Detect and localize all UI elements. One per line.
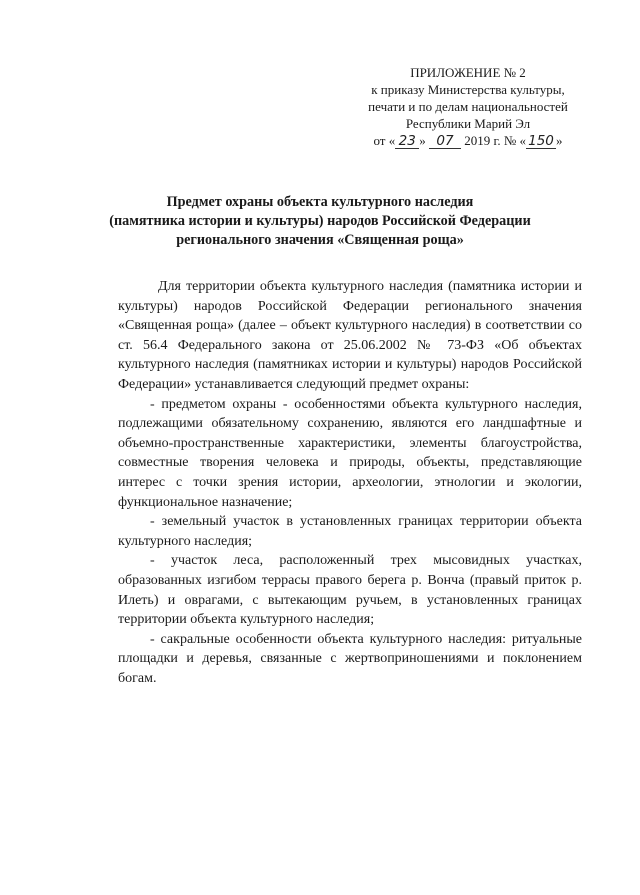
handwritten-day: 23 [395, 134, 419, 149]
protection-item-1: - предметом охраны - особенностями объекта культурного наследия, подлежащими обязательному сохранению, являются его ландшафтные и объемно-пространственные характеристики, элементы благоустройства, совместные творения человека и природы, объекты, представляющие интерес с точки зрения истории, археологии, этнологии и экологии, функциональное назначение; [118, 396, 582, 510]
intro-paragraph: Для территории объекта культурного наследия (памятника истории и культуры) народов Российской Федерации регионального значения «Священная роща» (далее – объект культурного наследия) в соответствии со ст. 56.4 Федерального закона от 25.06.2002 № 73-ФЗ «Об объектах культурного наследия (памятниках истории и культуры) народов Российской Федерации» устанавливается следующий предмет охраны: [118, 279, 582, 392]
appendix-republic-line: Республики Марий Эл [405, 116, 531, 131]
document-title [90, 193, 550, 250]
protection-item-4: - сакральные особенности объекта культурного наследия: ритуальные площадки и деревья, связанные с жертвоприношениями и поклонением богам. [118, 631, 582, 686]
date-separator: » [419, 133, 426, 148]
appendix-date-line [358, 132, 578, 149]
title-line-1: Предмет охраны объекта культурного наследия [166, 194, 474, 210]
date-suffix: » [556, 133, 563, 148]
title-line-2: (памятника истории и культуры) народов Российской Федерации [109, 213, 531, 229]
handwritten-month: 07 [429, 134, 461, 149]
appendix-label: ПРИЛОЖЕНИЕ № 2 [410, 65, 526, 80]
handwritten-order-number: 150 [526, 134, 556, 149]
date-prefix: от « [373, 133, 396, 148]
protection-item-2: - земельный участок в установленных границах территории объекта культурного наследия; [118, 514, 582, 549]
document-body [118, 277, 582, 688]
appendix-order-line: к приказу Министерства культуры, [371, 82, 565, 97]
year-text: 2019 г. № « [464, 133, 527, 148]
protection-item-3: - участок леса, расположенный трех мысовидных участках, образованных изгибом террасы правого берега р. Вонча (правый приток р. Илеть) и оврагами, с вытекающим ручьем, в установленных границах территории объекта культурного наследия; [118, 553, 582, 628]
appendix-ministry-line: печати и по делам национальностей [368, 99, 568, 114]
appendix-header [358, 64, 578, 149]
title-line-3: регионального значения «Священная роща» [176, 232, 464, 248]
